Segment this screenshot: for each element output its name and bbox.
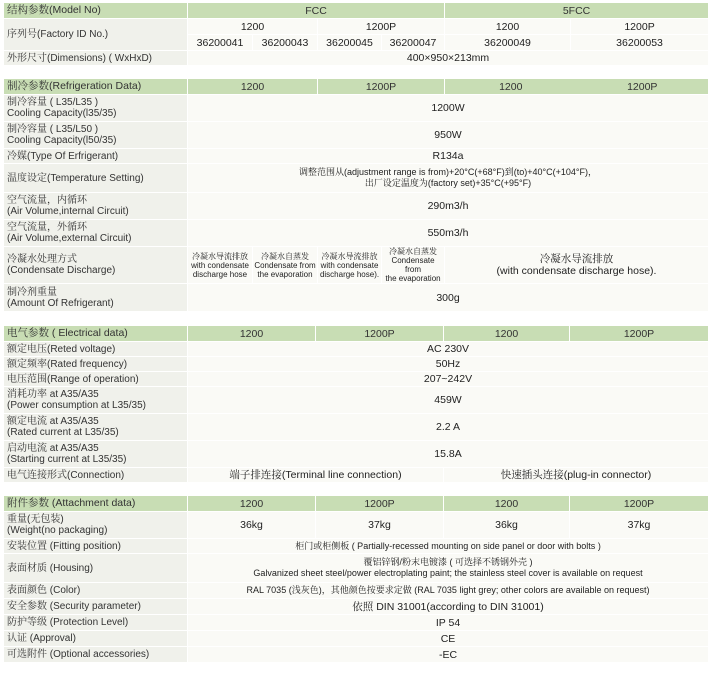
temp-setting-line1: 调整范围从(adjustment range is from)+20°C(+68°F)到(to)+40°C(+104°F)， (299, 167, 597, 177)
model-header-row (4, 3, 709, 19)
starting-current-label-en: (Starting current at L35/35) (7, 454, 127, 465)
refrigerant-amount-value: 300g (188, 284, 709, 312)
starting-current-value: 15.8A (188, 441, 709, 468)
refrigeration-col-34 (445, 79, 709, 95)
weight-label-cn: 重量(无包装) (7, 514, 64, 525)
air-internal-label-cn: 空气流量，内循环 (7, 195, 87, 206)
refrigerant-amount-label-cn: 制冷剂重量 (7, 286, 57, 298)
housing-row (4, 554, 709, 583)
air-external-label-en: (Air Volume,external Circuit) (7, 233, 132, 244)
air-internal-row (4, 193, 709, 220)
condensate-label-cn: 冷凝水处理方式 (7, 254, 77, 265)
housing-label: 表面材质 (Housing) (4, 554, 188, 583)
model-header-label: 结构参数(Model No) (4, 3, 188, 19)
cooling-3550-row (4, 122, 709, 149)
optional-row (4, 647, 709, 663)
cooling-3535-label (4, 95, 188, 122)
connection-left: 端子排连接(Terminal line connection) (188, 468, 444, 483)
fitting-row (4, 539, 709, 554)
attachment-col-4: 1200P (570, 496, 709, 512)
electrical-col-1: 1200 (188, 326, 316, 342)
attachment-table (3, 495, 709, 663)
air-external-label-cn: 空气流量，外循环 (7, 222, 87, 233)
fitting-value: 柜门或柜侧板 ( Partially-recessed mounting on side panel or door with bolts ) (188, 539, 709, 554)
approval-row (4, 631, 709, 647)
air-internal-label (4, 193, 188, 220)
security-value: 依照 DIN 31001(according to DIN 31001) (188, 599, 709, 615)
refrigerant-value: R134a (188, 149, 709, 164)
connection-row (4, 468, 709, 483)
condensate-cell-2-l3: the evaporation (257, 269, 313, 279)
connection-right: 快速插头连接(plug-in connector) (444, 468, 709, 483)
cooling-3550-label-cn: 制冷容量 ( L35/L50 ) (7, 124, 99, 135)
temp-setting-row (4, 164, 709, 193)
starting-current-row (4, 441, 709, 468)
condensate-cell-4-l2: Condensate from (391, 256, 435, 274)
condensate-label (4, 247, 188, 284)
power-label-cn: 消耗功率 at A35/A35 (7, 389, 99, 400)
protection-value: IP 54 (188, 615, 709, 631)
fcc5-header: 5FCC (445, 3, 709, 19)
factory-model-3: 1200 (445, 19, 571, 35)
weight-value-2: 37kg (316, 512, 444, 539)
condensate-cell-3-l2: with condensate (320, 260, 379, 270)
fcc-header: FCC (188, 3, 445, 19)
color-row (4, 583, 709, 599)
starting-current-label-cn: 启动电流 at A35/A35 (7, 443, 99, 454)
cooling-3535-row (4, 95, 709, 122)
cooling-3550-label-en: Cooling Capacity(l50/35) (7, 135, 117, 146)
housing-line1: 覆铝锌钢/粉末电镀漆 ( 可选择不锈钢外壳 ) (363, 557, 533, 567)
condensate-cell-3 (318, 247, 382, 284)
electrical-header-label: 电气参数 ( Electrical data) (4, 326, 188, 342)
temp-setting-line2: 出厂设定温度为(factory set)+35°C(+95°F) (364, 178, 532, 188)
starting-current-label (4, 441, 188, 468)
dimensions-row (4, 51, 709, 66)
electrical-header-row (4, 326, 709, 342)
frequency-label: 额定频率(Rated frequency) (4, 357, 188, 372)
refrigeration-col-2: 1200P (318, 79, 445, 95)
condensate-row (4, 247, 709, 284)
security-label: 安全参数 (Security parameter) (4, 599, 188, 615)
condensate-cell-4-l1: 冷凝水自蒸发 (389, 247, 438, 256)
refrigerant-amount-label (4, 284, 188, 312)
factory-id-1: 36200041 (188, 35, 253, 51)
temp-setting-label: 温度设定(Temperature Setting) (4, 164, 188, 193)
condensate-label-en: (Condensate Discharge) (7, 265, 116, 276)
fitting-label: 安装位置 (Fitting position) (4, 539, 188, 554)
condensate-cell-3-l3: discharge hose). (319, 269, 380, 279)
refrigeration-header-row (4, 79, 709, 95)
cooling-3535-label-cn: 制冷容量 ( L35/L35 ) (7, 97, 99, 108)
air-external-value: 550m3/h (188, 220, 709, 247)
approval-value: CE (188, 631, 709, 647)
condensate-cell-1 (188, 247, 253, 284)
refrigeration-col-3: 1200 (499, 80, 523, 93)
factory-id-2: 36200043 (253, 35, 318, 51)
attachment-header-row (4, 496, 709, 512)
condensate-cell-2-l2: Condensate from (254, 260, 316, 270)
refrigeration-col-4: 1200P (627, 80, 658, 93)
voltage-value: AC 230V (188, 342, 709, 357)
electrical-col-4: 1200P (570, 326, 709, 342)
voltage-label: 额定电压(Reted voltage) (4, 342, 188, 357)
protection-row (4, 615, 709, 631)
range-row (4, 372, 709, 387)
power-label-en: (Power consumption at L35/35) (7, 400, 146, 411)
weight-value-4: 37kg (570, 512, 709, 539)
condensate-cell-4 (382, 247, 445, 284)
model-table (3, 2, 709, 66)
cooling-3550-label (4, 122, 188, 149)
refrigerant-amount-row (4, 284, 709, 312)
rated-current-row (4, 414, 709, 441)
housing-value (188, 554, 709, 583)
factory-id-5: 36200049 (445, 35, 571, 51)
cooling-3535-value: 1200W (188, 95, 709, 122)
electrical-col-3: 1200 (444, 326, 570, 342)
refrigerant-amount-label-en: (Amount Of Refrigerant) (7, 297, 114, 309)
condensate-wide-cell (445, 247, 709, 284)
connection-label: 电气连接形式(Connection) (4, 468, 188, 483)
condensate-wide-line2: (with condensate discharge hose). (496, 265, 657, 277)
weight-label (4, 512, 188, 539)
air-internal-value: 290m3/h (188, 193, 709, 220)
refrigeration-header-label: 制冷参数(Refrigeration Data) (4, 79, 188, 95)
weight-row (4, 512, 709, 539)
spec-sheet (3, 0, 708, 663)
condensate-cell-1-l2: with condensate (191, 260, 249, 270)
power-value: 459W (188, 387, 709, 414)
condensate-cell-4-l3: the evaporation (385, 274, 441, 283)
attachment-col-3: 1200 (444, 496, 570, 512)
condensate-cell-2-l1: 冷凝水自蒸发 (261, 251, 309, 261)
condensate-cell-1-l3: discharge hose (192, 269, 248, 279)
power-row (4, 387, 709, 414)
condensate-cell-3-l1: 冷凝水导流排放 (321, 251, 378, 261)
rated-current-label-en: (Rated current at L35/35) (7, 427, 119, 438)
temp-setting-value (188, 164, 709, 193)
attachment-col-2: 1200P (316, 496, 444, 512)
approval-label: 认证 (Approval) (4, 631, 188, 647)
rated-current-value: 2.2 A (188, 414, 709, 441)
refrigerant-row (4, 149, 709, 164)
color-label: 表面颜色 (Color) (4, 583, 188, 599)
frequency-row (4, 357, 709, 372)
weight-label-en: (Weight(no packaging) (7, 525, 108, 536)
condensate-cell-2 (253, 247, 318, 284)
factory-model-4: 1200P (571, 19, 709, 35)
refrigeration-table (3, 78, 709, 312)
factory-id-6: 36200053 (571, 35, 709, 51)
factory-id-3: 36200045 (318, 35, 382, 51)
factory-model-2: 1200P (318, 19, 445, 35)
cooling-3550-value: 950W (188, 122, 709, 149)
range-value: 207~242V (188, 372, 709, 387)
rated-current-label-cn: 额定电流 at A35/A35 (7, 416, 99, 427)
dimensions-value: 400×950×213mm (188, 51, 709, 66)
electrical-table (3, 325, 709, 483)
rated-current-label (4, 414, 188, 441)
attachment-col-1: 1200 (188, 496, 316, 512)
factory-id-label: 序列号(Factory ID No.) (4, 19, 188, 51)
housing-line2: Galvanized sheet steel/power electroplating paint; the stainless steel cover is available on request (253, 568, 643, 578)
optional-label: 可选附件 (Optional accessories) (4, 647, 188, 663)
factory-id-4: 36200047 (382, 35, 445, 51)
condensate-cell-1-l1: 冷凝水导流排放 (192, 251, 248, 261)
frequency-value: 50Hz (188, 357, 709, 372)
electrical-col-2: 1200P (316, 326, 444, 342)
refrigerant-label: 冷媒(Type Of Erfrigerant) (4, 149, 188, 164)
cooling-3535-label-en: Cooling Capacity(l35/35) (7, 108, 117, 119)
weight-value-1: 36kg (188, 512, 316, 539)
factory-model-row (4, 19, 709, 35)
weight-value-3: 36kg (444, 512, 570, 539)
condensate-wide-line1: 冷凝水导流排放 (539, 253, 614, 265)
refrigeration-col-1: 1200 (188, 79, 318, 95)
attachment-header-label: 附件参数 (Attachment data) (4, 496, 188, 512)
optional-value: -EC (188, 647, 709, 663)
range-label: 电压范围(Range of operation) (4, 372, 188, 387)
voltage-row (4, 342, 709, 357)
factory-model-1: 1200 (188, 19, 318, 35)
dimensions-label: 外形尺寸(Dimensions) ( WxHxD) (4, 51, 188, 66)
power-label (4, 387, 188, 414)
air-external-row (4, 220, 709, 247)
air-external-label (4, 220, 188, 247)
security-row (4, 599, 709, 615)
color-value: RAL 7035 (浅灰色)，其他颜色按要求定做 (RAL 7035 light grey; other colors are available on request) (188, 583, 709, 599)
protection-label: 防护等级 (Protection Level) (4, 615, 188, 631)
air-internal-label-en: (Air Volume,internal Circuit) (7, 206, 129, 217)
